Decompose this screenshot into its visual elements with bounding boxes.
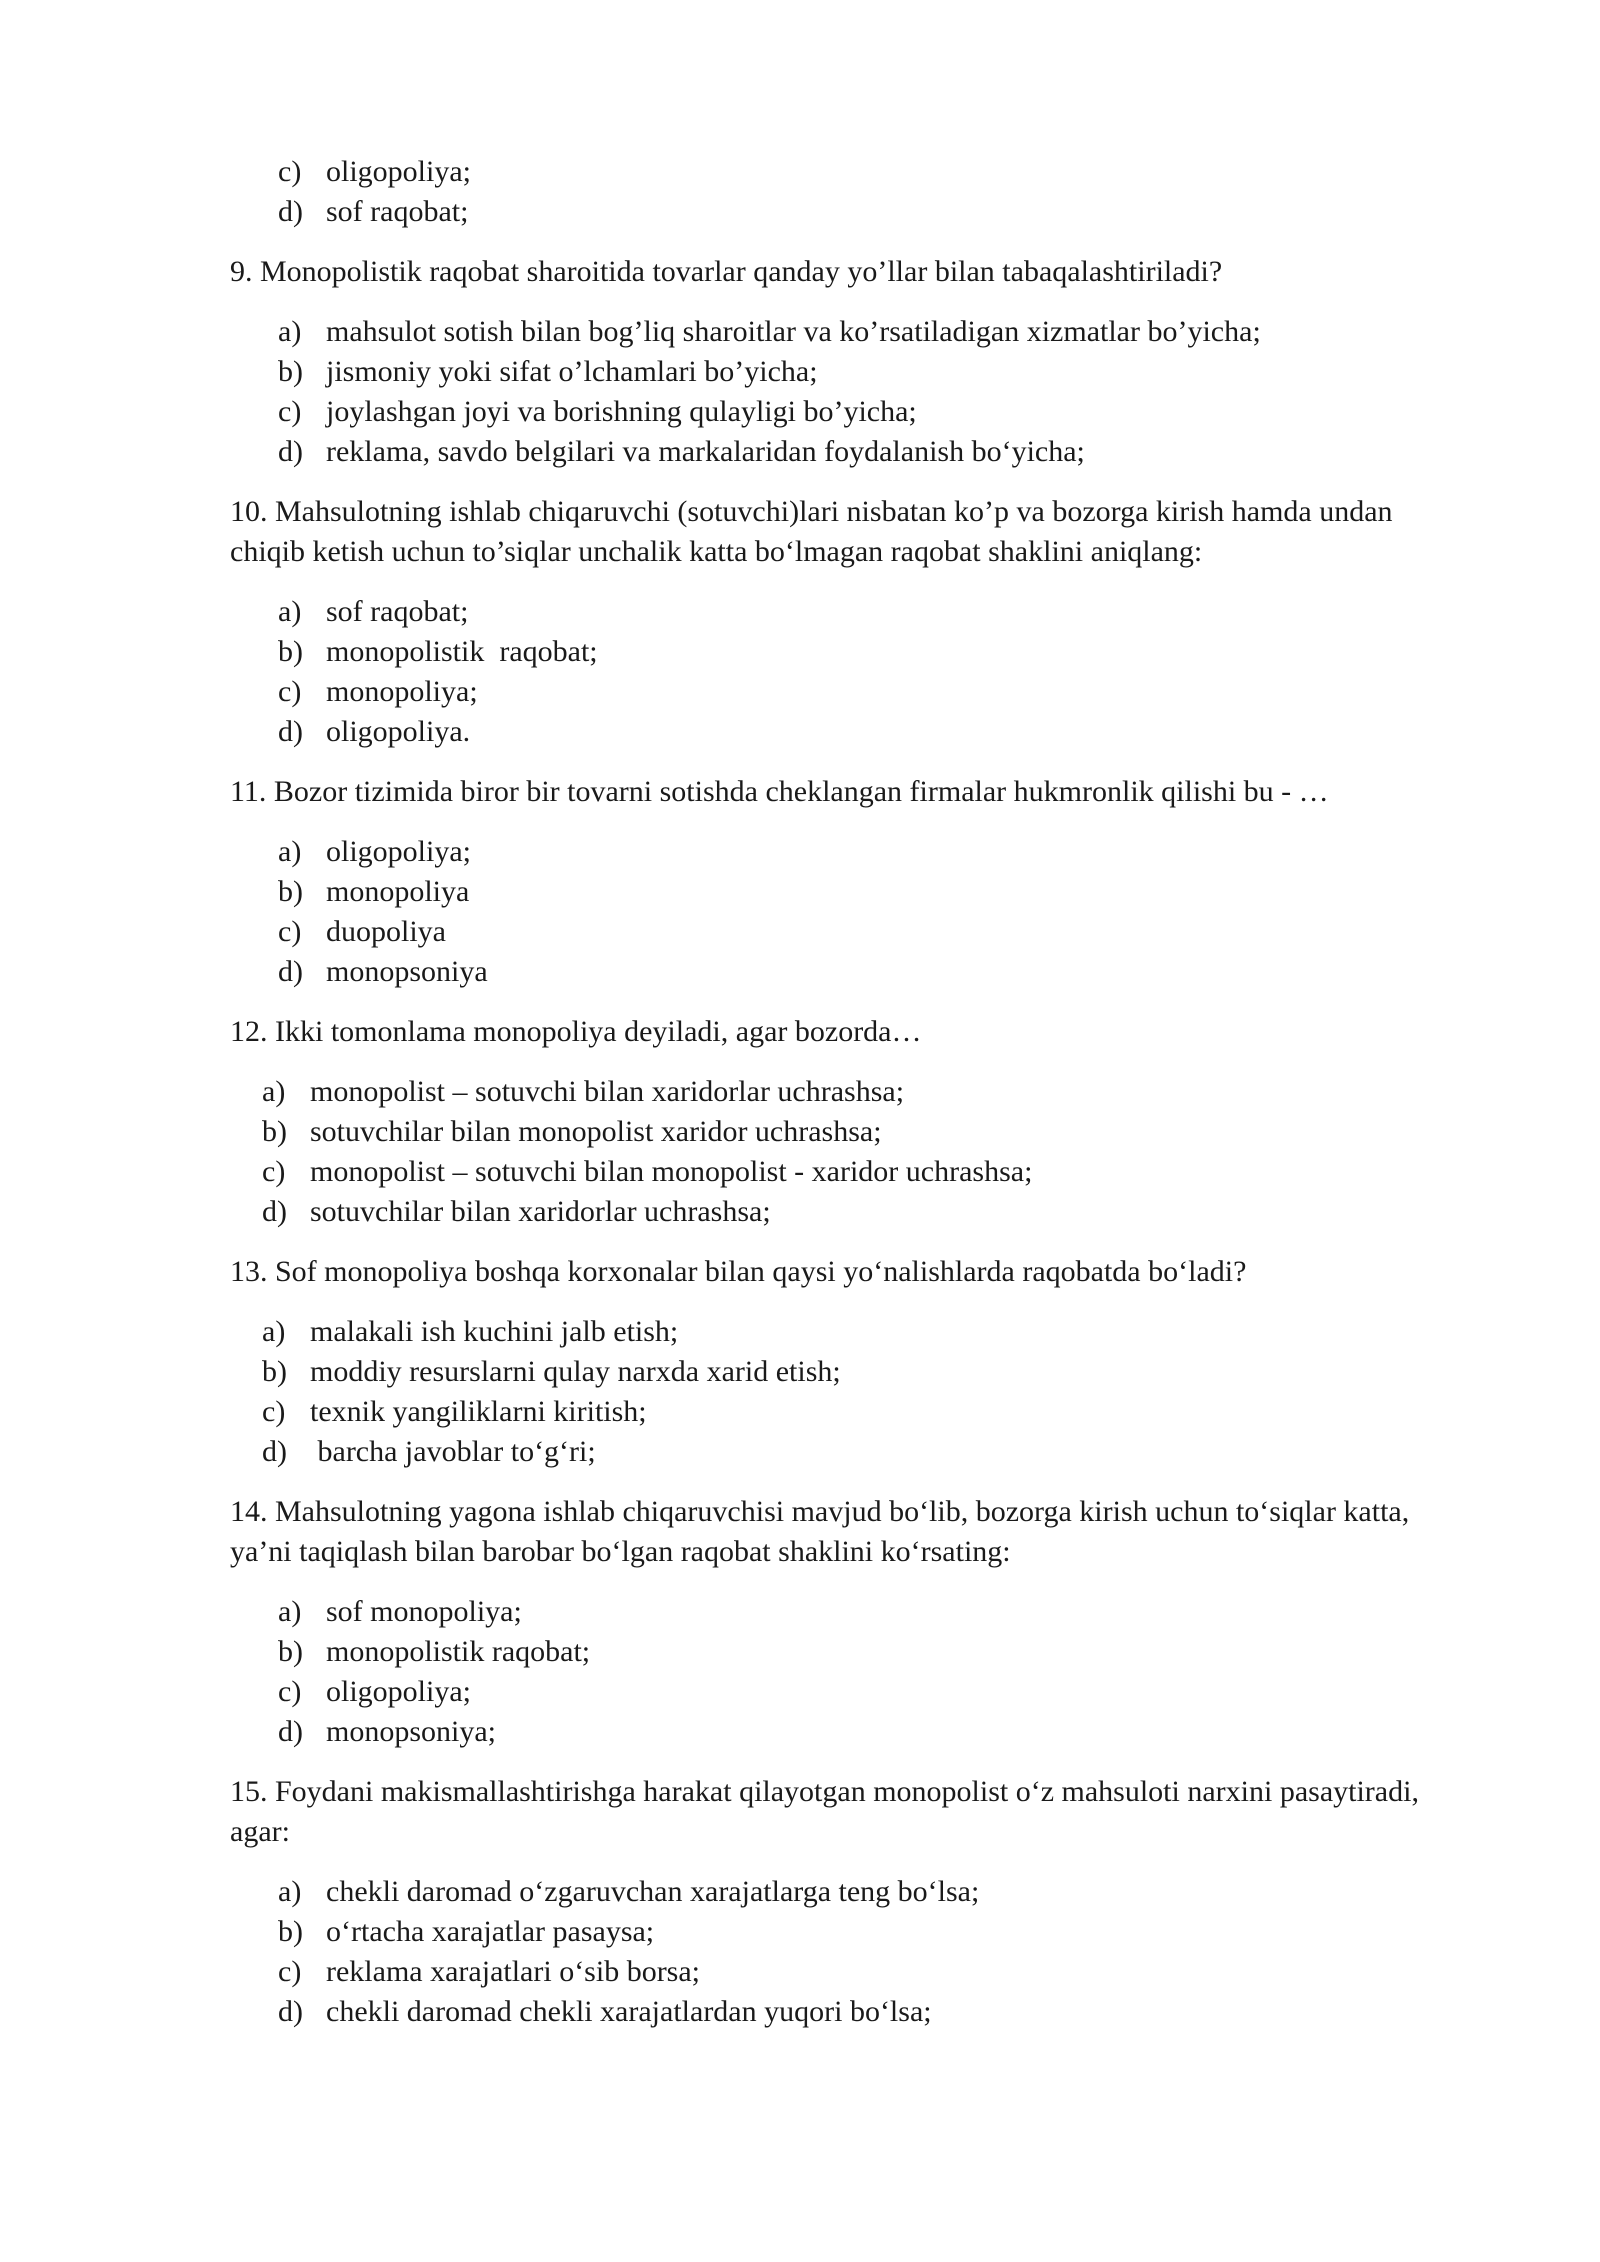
option-item bbox=[278, 672, 1440, 712]
option-text: monopsoniya bbox=[326, 955, 488, 988]
option-letter: d) bbox=[278, 435, 303, 468]
option-item bbox=[278, 1872, 1440, 1912]
option-text: chekli daromad chekli xarajatlardan yuqori bo‘lsa; bbox=[326, 1995, 932, 2028]
option-item bbox=[278, 1632, 1440, 1672]
option-item bbox=[278, 1592, 1440, 1632]
option-text: malakali ish kuchini jalb etish; bbox=[310, 1315, 679, 1348]
option-item bbox=[278, 312, 1440, 352]
question-12-options bbox=[262, 1072, 1440, 1232]
option-text: jismoniy yoki sifat o’lchamlari bo’yicha; bbox=[326, 355, 818, 388]
option-letter: c) bbox=[278, 395, 302, 428]
option-text: reklama, savdo belgilari va markalaridan foydalanish bo‘yicha; bbox=[326, 435, 1085, 468]
option-text: sof raqobat; bbox=[326, 195, 469, 228]
document-page bbox=[230, 152, 1440, 2032]
option-letter: b) bbox=[262, 1115, 287, 1148]
option-item bbox=[262, 1152, 1440, 1192]
option-letter: d) bbox=[278, 1995, 303, 2028]
option-text: monopoliya; bbox=[326, 675, 478, 708]
option-item bbox=[262, 1352, 1440, 1392]
option-text: barcha javoblar to‘g‘ri; bbox=[310, 1435, 596, 1468]
option-letter: b) bbox=[278, 1635, 303, 1668]
option-letter: a) bbox=[278, 1875, 302, 1908]
question-11-options bbox=[278, 832, 1440, 992]
option-letter: a) bbox=[278, 595, 302, 628]
option-letter: c) bbox=[278, 155, 302, 188]
option-text: monopolistik raqobat; bbox=[326, 1635, 591, 1668]
question-12: 12. Ikki tomonlama monopoliya deyiladi, agar bozorda… bbox=[230, 1015, 922, 1048]
option-letter: b) bbox=[262, 1355, 287, 1388]
option-item bbox=[278, 352, 1440, 392]
option-letter: b) bbox=[278, 635, 303, 668]
option-item bbox=[262, 1072, 1440, 1112]
option-item bbox=[278, 1712, 1440, 1752]
option-text: oligopoliya; bbox=[326, 1675, 471, 1708]
option-item bbox=[278, 192, 1440, 232]
option-letter: c) bbox=[278, 1675, 302, 1708]
option-text: monopolistik raqobat; bbox=[326, 635, 598, 668]
option-item bbox=[262, 1312, 1440, 1352]
option-item bbox=[278, 712, 1440, 752]
question-13-options bbox=[262, 1312, 1440, 1472]
option-text: o‘rtacha xarajatlar pasaysa; bbox=[326, 1915, 655, 1948]
question-13: 13. Sof monopoliya boshqa korxonalar bilan qaysi yo‘nalishlarda raqobatda bo‘ladi? bbox=[230, 1255, 1247, 1288]
option-item bbox=[262, 1112, 1440, 1152]
option-item bbox=[278, 432, 1440, 472]
option-item bbox=[262, 1432, 1440, 1472]
option-text: oligopoliya. bbox=[326, 715, 471, 748]
option-letter: a) bbox=[278, 315, 302, 348]
question-11: 11. Bozor tizimida biror bir tovarni sotishda cheklangan firmalar hukmronlik qilishi bu - … bbox=[230, 775, 1329, 808]
option-letter: a) bbox=[278, 835, 302, 868]
option-text: joylashgan joyi va borishning qulayligi bo’yicha; bbox=[326, 395, 917, 428]
question-9-options bbox=[278, 312, 1440, 472]
option-letter: c) bbox=[278, 1955, 302, 1988]
option-item bbox=[278, 592, 1440, 632]
question-14: 14. Mahsulotning yagona ishlab chiqaruvchisi mavjud bo‘lib, bozorga kirish uchun to‘siqlar katta, ya’ni taqiqlash bilan barobar bo‘lgan raqobat shaklini ko‘rsating: bbox=[230, 1495, 1410, 1568]
option-text: chekli daromad o‘zgaruvchan xarajatlarga teng bo‘lsa; bbox=[326, 1875, 980, 1908]
option-item bbox=[262, 1192, 1440, 1232]
option-item bbox=[278, 1992, 1440, 2032]
option-letter: d) bbox=[262, 1435, 287, 1468]
option-text: mahsulot sotish bilan bog’liq sharoitlar va ko’rsatiladigan xizmatlar bo’yicha; bbox=[326, 315, 1261, 348]
option-letter: a) bbox=[262, 1075, 286, 1108]
option-text: monopoliya bbox=[326, 875, 470, 908]
option-letter: b) bbox=[278, 1915, 303, 1948]
question-14-options bbox=[278, 1592, 1440, 1752]
option-text: oligopoliya; bbox=[326, 155, 471, 188]
option-text: moddiy resurslarni qulay narxda xarid etish; bbox=[310, 1355, 841, 1388]
question-9: 9. Monopolistik raqobat sharoitida tovarlar qanday yo’llar bilan tabaqalashtiriladi? bbox=[230, 255, 1223, 288]
option-text: reklama xarajatlari o‘sib borsa; bbox=[326, 1955, 701, 1988]
option-text: texnik yangiliklarni kiritish; bbox=[310, 1395, 647, 1428]
option-item bbox=[278, 1952, 1440, 1992]
option-text: oligopoliya; bbox=[326, 835, 471, 868]
option-letter: b) bbox=[278, 355, 303, 388]
option-text: sof raqobat; bbox=[326, 595, 469, 628]
option-item bbox=[278, 912, 1440, 952]
option-item bbox=[278, 952, 1440, 992]
option-item bbox=[278, 1672, 1440, 1712]
option-letter: b) bbox=[278, 875, 303, 908]
option-letter: c) bbox=[278, 675, 302, 708]
option-text: monopolist – sotuvchi bilan xaridorlar uchrashsa; bbox=[310, 1075, 905, 1108]
option-text: monopolist – sotuvchi bilan monopolist - xaridor uchrashsa; bbox=[310, 1155, 1033, 1188]
option-item bbox=[278, 392, 1440, 432]
option-letter: d) bbox=[278, 1715, 303, 1748]
option-item bbox=[278, 1912, 1440, 1952]
option-item bbox=[278, 152, 1440, 192]
option-text: duopoliya bbox=[326, 915, 446, 948]
option-letter: a) bbox=[278, 1595, 302, 1628]
option-letter: d) bbox=[278, 195, 303, 228]
option-letter: d) bbox=[278, 955, 303, 988]
intro-options bbox=[278, 152, 1440, 232]
option-letter: d) bbox=[278, 715, 303, 748]
option-text: monopsoniya; bbox=[326, 1715, 496, 1748]
option-letter: d) bbox=[262, 1195, 287, 1228]
option-letter: c) bbox=[278, 915, 302, 948]
question-15-options bbox=[278, 1872, 1440, 2032]
option-text: sotuvchilar bilan monopolist xaridor uchrashsa; bbox=[310, 1115, 882, 1148]
option-letter: c) bbox=[262, 1395, 286, 1428]
option-text: sotuvchilar bilan xaridorlar uchrashsa; bbox=[310, 1195, 771, 1228]
option-item bbox=[262, 1392, 1440, 1432]
question-15: 15. Foydani makismallashtirishga harakat qilayotgan monopolist o‘z mahsuloti narxini pasaytiradi, agar: bbox=[230, 1775, 1419, 1848]
option-letter: a) bbox=[262, 1315, 286, 1348]
option-item bbox=[278, 832, 1440, 872]
option-item bbox=[278, 872, 1440, 912]
question-10: 10. Mahsulotning ishlab chiqaruvchi (sotuvchi)lari nisbatan ko’p va bozorga kirish hamda undan chiqib ketish uchun to’siqlar unchalik katta bo‘lmagan raqobat shaklini aniqlang: bbox=[230, 495, 1393, 568]
option-item bbox=[278, 632, 1440, 672]
option-text: sof monopoliya; bbox=[326, 1595, 522, 1628]
option-letter: c) bbox=[262, 1155, 286, 1188]
question-10-options bbox=[278, 592, 1440, 752]
